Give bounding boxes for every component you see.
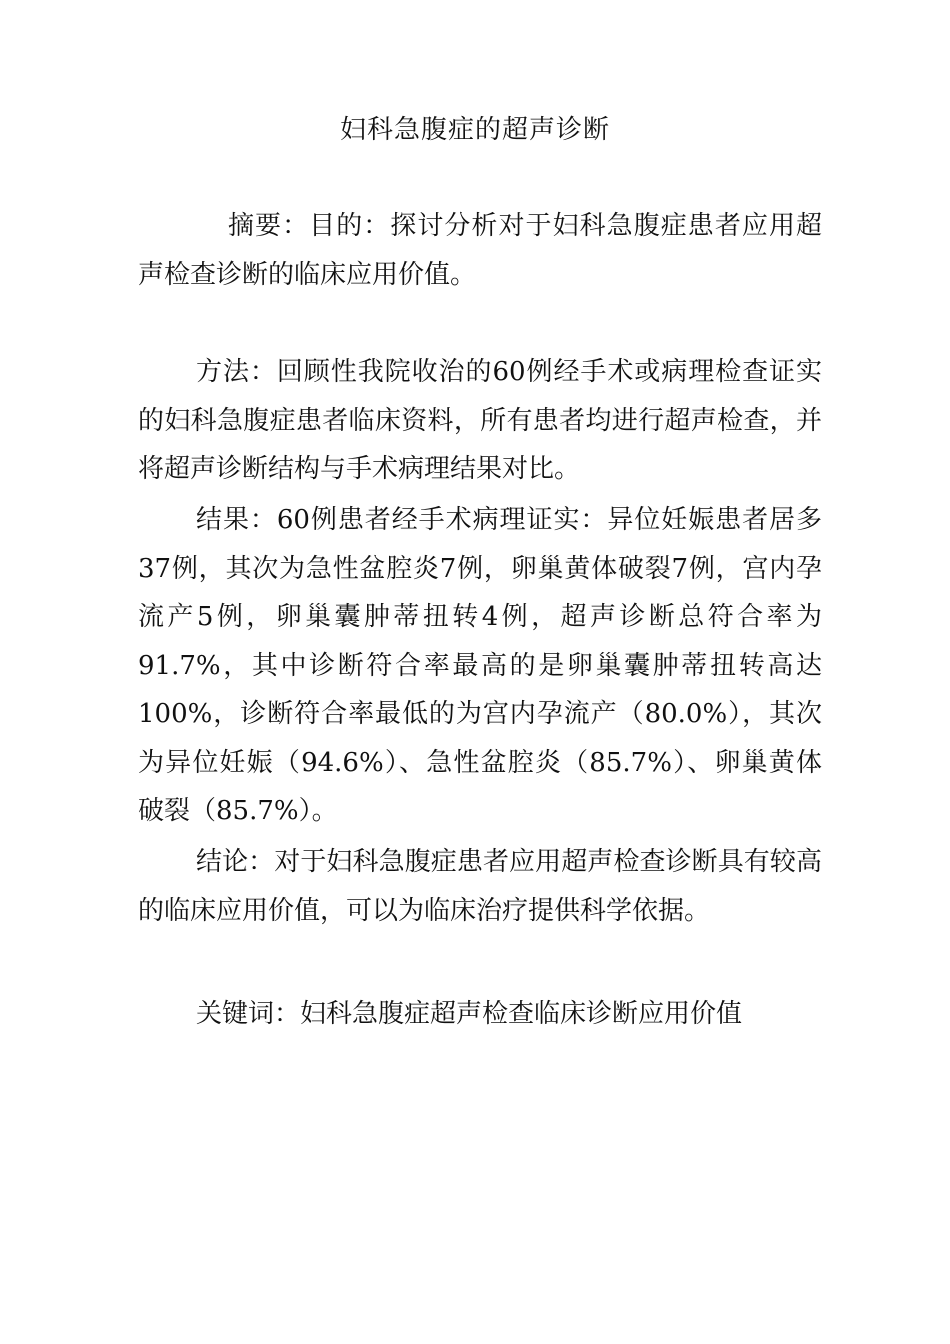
document-title: 妇科急腹症的超声诊断 bbox=[339, 115, 610, 145]
keywords-paragraph: 关键词：妇科急腹症超声检查临床诊断应用价值 bbox=[196, 999, 743, 1029]
results-paragraph: 结果：60例患者经手术病理证实：异位妊娠患者居多37例，其次为急性盆腔炎7例，卵巢黄体破裂7例，宫内孕流产5例，卵巢囊肿蒂扭转4例，超声诊断总符合率为91.7%，其中诊断符合率最高的是卵巢囊肿蒂扭转高达100%，诊断符合率最低的为宫内孕流产（80.0%），其次为异位妊娠（94.6%）、急性盆腔炎（85.7%）、卵巢黄体破裂（85.7%）。 bbox=[138, 505, 822, 826]
methods-paragraph: 方法：回顾性我院收治的60例经手术或病理检查证实的妇科急腹症患者临床资料，所有患者均进行超声检查，并将超声诊断结构与手术病理结果对比。 bbox=[138, 357, 822, 484]
conclusion-paragraph: 结论：对于妇科急腹症患者应用超声检查诊断具有较高的临床应用价值，可以为临床治疗提供科学依据。 bbox=[138, 847, 822, 926]
abstract-paragraph: 摘要：目的：探讨分析对于妇科急腹症患者应用超声检查诊断的临床应用价值。 bbox=[138, 211, 822, 290]
